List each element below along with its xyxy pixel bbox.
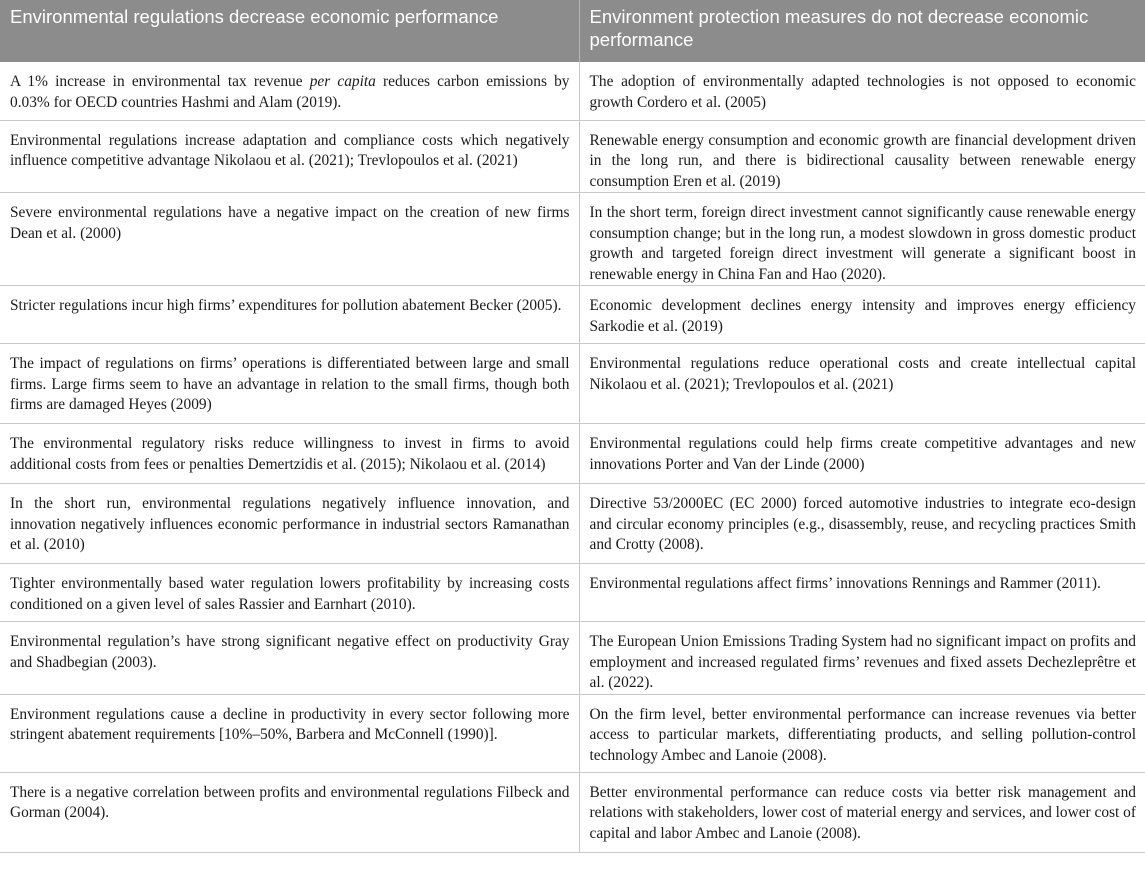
cell-decrease: The impact of regulations on firms’ operations is differentiated between large and small firms. Large firms seem to have an advantage in relation to the small firms, though both firms are damaged Heyes (2009) — [0, 344, 579, 424]
cell-text-post: reduces carbon emissions by 0.03% for OECD countries Hashmi and Alam (2019). — [10, 73, 570, 111]
cell-text-italic: per capita — [309, 73, 376, 90]
cell-not-decrease: Environmental regulations reduce operational costs and create intellectual capital Nikolaou et al. (2021); Trevlopoulos et al. (2021) — [579, 344, 1145, 424]
cell-not-decrease: Renewable energy consumption and economic growth are financial development driven in the long run, and there is bidirectional causality between renewable energy consumption Eren et al. (2019) — [579, 120, 1145, 193]
cell-not-decrease: Better environmental performance can reduce costs via better risk management and relations with stakeholders, lower cost of material energy and services, and lower cost of capital and labor Ambec and Lanoie (2008). — [579, 772, 1145, 852]
cell-decrease: Environmental regulation’s have strong significant negative effect on productivity Gray and Shadbegian (2003). — [0, 622, 579, 695]
header-decrease: Environmental regulations decrease economic performance — [0, 0, 579, 62]
cell-not-decrease: Environmental regulations affect firms’ innovations Rennings and Rammer (2011). — [579, 564, 1145, 622]
cell-decrease: Tighter environmentally based water regulation lowers profitability by increasing costs conditioned on a given level of sales Rassier and Earnhart (2010). — [0, 564, 579, 622]
cell-not-decrease: Environmental regulations could help firms create competitive advantages and new innovations Porter and Van der Linde (2000) — [579, 424, 1145, 484]
table-row — [0, 694, 1145, 772]
header-row — [0, 0, 1145, 62]
cell-decrease — [0, 62, 579, 120]
table-body — [0, 62, 1145, 852]
cell-decrease: In the short run, environmental regulations negatively influence innovation, and innovation negatively influences economic performance in industrial sectors Ramanathan et al. (2010) — [0, 484, 579, 564]
table-row — [0, 622, 1145, 695]
table-row — [0, 286, 1145, 344]
cell-decrease: Severe environmental regulations have a negative impact on the creation of new firms Dean et al. (2000) — [0, 193, 579, 286]
table-row — [0, 120, 1145, 193]
cell-not-decrease: In the short term, foreign direct investment cannot significantly cause renewable energy consumption change; but in the long run, a modest slowdown in gross domestic product growth and targeted foreign direct investment will generate a significant boost in renewable energy in China Fan and Hao (2020). — [579, 193, 1145, 286]
table-header — [0, 0, 1145, 62]
table-row — [0, 424, 1145, 484]
cell-not-decrease: Directive 53/2000EC (EC 2000) forced automotive industries to integrate eco-design and circular economy principles (e.g., disassembly, reuse, and recycling practices Smith and Crotty (2008). — [579, 484, 1145, 564]
cell-decrease: The environmental regulatory risks reduce willingness to invest in firms to avoid additional costs from fees or penalties Demertzidis et al. (2015); Nikolaou et al. (2014) — [0, 424, 579, 484]
table-row — [0, 772, 1145, 852]
cell-text-pre: A 1% increase in environmental tax revenue — [10, 73, 310, 90]
cell-decrease: Environmental regulations increase adaptation and compliance costs which negatively influence competitive advantage Nikolaou et al. (2021); Trevlopoulos et al. (2021) — [0, 120, 579, 193]
table-row — [0, 344, 1145, 424]
cell-not-decrease: The European Union Emissions Trading System had no significant impact on profits and employment and increased regulated firms’ revenues and fixed assets Dechezleprêtre et al. (2022). — [579, 622, 1145, 695]
cell-not-decrease: Economic development declines energy intensity and improves energy efficiency Sarkodie et al. (2019) — [579, 286, 1145, 344]
header-not-decrease: Environment protection measures do not decrease economic performance — [579, 0, 1145, 62]
cell-decrease: There is a negative correlation between profits and environmental regulations Filbeck and Gorman (2004). — [0, 772, 579, 852]
cell-decrease: Stricter regulations incur high firms’ expenditures for pollution abatement Becker (2005). — [0, 286, 579, 344]
table-row — [0, 193, 1145, 286]
cell-not-decrease: On the firm level, better environmental performance can increase revenues via better access to particular markets, differentiating products, and selling pollution-control technology Ambec and Lanoie (2008). — [579, 694, 1145, 772]
table-row — [0, 564, 1145, 622]
cell-decrease: Environment regulations cause a decline in productivity in every sector following more stringent abatement requirements [10%–50%, Barbera and McConnell (1990)]. — [0, 694, 579, 772]
table-row — [0, 484, 1145, 564]
cell-not-decrease: The adoption of environmentally adapted technologies is not opposed to economic growth Cordero et al. (2005) — [579, 62, 1145, 120]
table-row — [0, 62, 1145, 120]
